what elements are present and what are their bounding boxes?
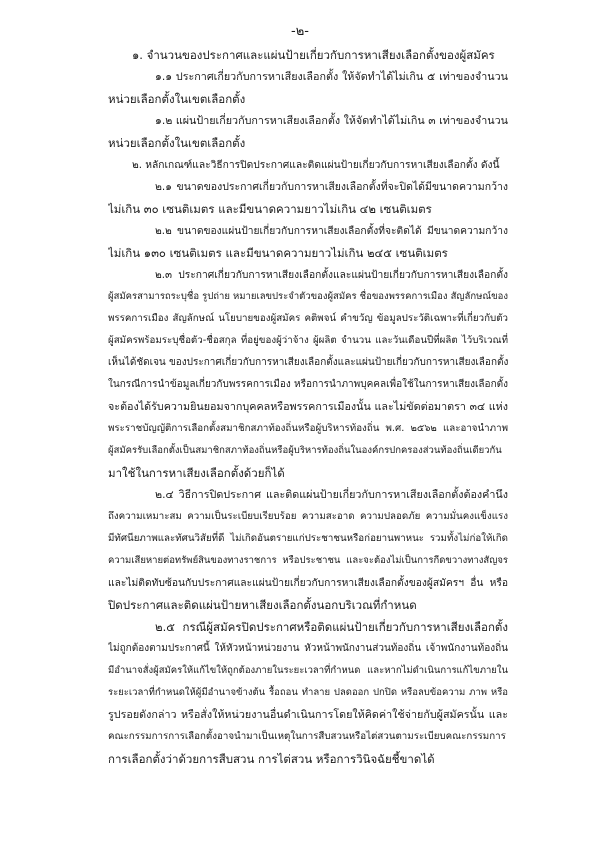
text-line: การเลือกตั้งว่าด้วยการสืบสวน การไต่สวน หรือการวินิจฉัยชี้ขาดได้ xyxy=(108,752,435,766)
text-line: ผู้สมัครรับเลือกตั้งเป็นสมาชิกสภาท้องถิ่นหรือผู้บริหารท้องถิ่นในองค์กรปกครองส่วนท้องถิ่นเดียวกัน xyxy=(108,445,502,456)
text-line: ๒.๑ ขนาดของประกาศเกี่ยวกับการหาเสียงเลือกตั้งที่จะปิดได้มีขนาดความกว้าง xyxy=(155,181,508,193)
text-line: คณะกรรมการการเลือกตั้งอาจนำมาเป็นเหตุในการสืบสวนหรือไต่สวนตามระเบียบคณะกรรมการ xyxy=(108,731,506,742)
text-line: ผู้สมัครพร้อมระบุชื่อตัว-ชื่อสกุล ที่อยู่ของผู้ว่าจ้าง ผู้ผลิต จำนวน และวันเดือนปีที่ผลิต ไว้บริเวณที่ xyxy=(108,335,508,346)
text-line: ไม่เกิน ๑๓๐ เซนติเมตร และมีขนาดความยาวไม่เกิน ๒๔๕ เซนติเมตร xyxy=(108,246,448,260)
text-line: ๑.๑ ประกาศเกี่ยวกับการหาเสียงเลือกตั้ง ให้จัดทำได้ไม่เกิน ๕ เท่าของจำนวน xyxy=(155,70,508,83)
text-line: มาใช้ในการหาเสียงเลือกตั้งด้วยก็ได้ xyxy=(108,466,285,480)
text-line: ไม่ถูกต้องตามประกาศนี้ ให้หัวหน้าหน่วยงาน หัวหน้าพนักงานส่วนท้องถิ่น เจ้าพนักงานท้องถิ่น xyxy=(108,643,508,654)
text-line: มีทัศนียภาพและทัศนวิสัยที่ดี ไม่เกิดอันตรายแก่ประชาชนหรือก่อยานพาหนะ รวมทั้งไม่ก่อให้เกิด xyxy=(108,533,508,544)
text-line: เห็นได้ชัดเจน ของประกาศเกี่ยวกับการหาเสียงเลือกตั้งและแผ่นป้ายเกี่ยวกับการหาเสียงเลือกตั้ง xyxy=(108,357,508,368)
text-line: ๑.๒ แผ่นป้ายเกี่ยวกับการหาเสียงเลือกตั้ง ให้จัดทำได้ไม่เกิน ๓ เท่าของจำนวน xyxy=(155,114,508,127)
text-line: ผู้สมัครสามารถระบุชื่อ รูปถ่าย หมายเลขประจำตัวของผู้สมัคร ชื่อของพรรคการเมือง สัญลักษณ์ของ xyxy=(108,291,508,302)
text-line: ในกรณีการนำข้อมูลเกี่ยวกับพรรคการเมือง หรือการนำภาพบุคคลเพื่อใช้ในการหาเสียงเลือกตั้ง xyxy=(108,379,508,390)
text-line: หน่วยเลือกตั้งในเขตเลือกตั้ง xyxy=(108,92,246,106)
text-line: มีอำนาจสั่งผู้สมัครให้แก้ไขให้ถูกต้องภายในระยะเวลาที่กำหนด และหากไม่ดำเนินการแก้ไขภายใน xyxy=(108,665,508,676)
text-line: ความเสียหายต่อทรัพย์สินของทางราชการ หรือประชาชน และจะต้องไม่เป็นการกีดขวางทางสัญจร xyxy=(108,555,508,566)
text-line: รูปรอยดังกล่าว หรือสั่งให้หน่วยงานอื่นดำเนินการโดยให้คิดค่าใช้จ่ายกับผู้สมัครนั้น และ xyxy=(108,708,508,721)
text-line: หน่วยเลือกตั้งในเขตเลือกตั้ง xyxy=(108,136,246,150)
text-line: และไม่ติดทับซ้อนกับประกาศและแผ่นป้ายเกี่ยวกับการหาเสียงเลือกตั้งของผู้สมัครฯ อื่น หรือ xyxy=(108,577,508,589)
text-line: ๒.๔ วิธีการปิดประกาศ และติดแผ่นป้ายเกี่ยวกับการหาเสียงเลือกตั้งต้องคำนึง xyxy=(155,488,508,501)
text-line: จะต้องได้รับความยินยอมจากบุคคลหรือพรรคการเมืองนั้น และไม่ขัดต่อมาตรา ๓๔ แห่ง xyxy=(108,400,508,413)
text-line: ปิดประกาศและติดแผ่นป้ายหาเสียงเลือกตั้งนอกบริเวณที่กำหนด xyxy=(108,598,417,612)
text-line: ๒.๒ ขนาดของแผ่นป้ายเกี่ยวกับการหาเสียงเลือกตั้งที่จะติดได้ มีขนาดความกว้าง xyxy=(155,225,508,237)
text-line: ไม่เกิน ๓๐ เซนติเมตร และมีขนาดความยาวไม่เกิน ๔๒ เซนติเมตร xyxy=(108,202,432,216)
text-line: พระราชบัญญัติการเลือกตั้งสมาชิกสภาท้องถิ่นหรือผู้บริหารท้องถิ่น พ.ศ. ๒๕๖๒ และอาจนำภาพ xyxy=(108,423,508,434)
text-line: ระยะเวลาที่กำหนดให้ผู้มีอำนาจข้างต้น รื้อถอน ทำลาย ปลดออก ปกปิด หรือลบข้อความ ภาพ หรือ xyxy=(108,687,508,698)
text-line: ถึงความเหมาะสม ความเป็นระเบียบเรียบร้อย ความสะอาด ความปลอดภัย ความมั่นคงแข็งแรง xyxy=(108,511,508,522)
text-line: ๒. หลักเกณฑ์และวิธีการปิดประกาศและติดแผ่นป้ายเกี่ยวกับการหาเสียงเลือกตั้ง ดังนี้ xyxy=(132,159,500,171)
page-number: -๒- xyxy=(291,24,309,39)
text-line: ๒.๕ กรณีผู้สมัครปิดประกาศหรือติดแผ่นป้ายเกี่ยวกับการหาเสียงเลือกตั้ง xyxy=(155,620,508,634)
text-line: ๒.๓ ประกาศเกี่ยวกับการหาเสียงเลือกตั้งและแผ่นป้ายเกี่ยวกับการหาเสียงเลือกตั้ง xyxy=(155,269,508,281)
text-line: พรรคการเมือง สัญลักษณ์ นโยบายของผู้สมัคร คติพจน์ คำขวัญ ข้อมูลประวัติเฉพาะที่เกี่ยวกับตัว xyxy=(108,313,508,324)
text-line: ๑. จำนวนของประกาศและแผ่นป้ายเกี่ยวกับการหาเสียงเลือกตั้งของผู้สมัคร xyxy=(132,48,495,62)
